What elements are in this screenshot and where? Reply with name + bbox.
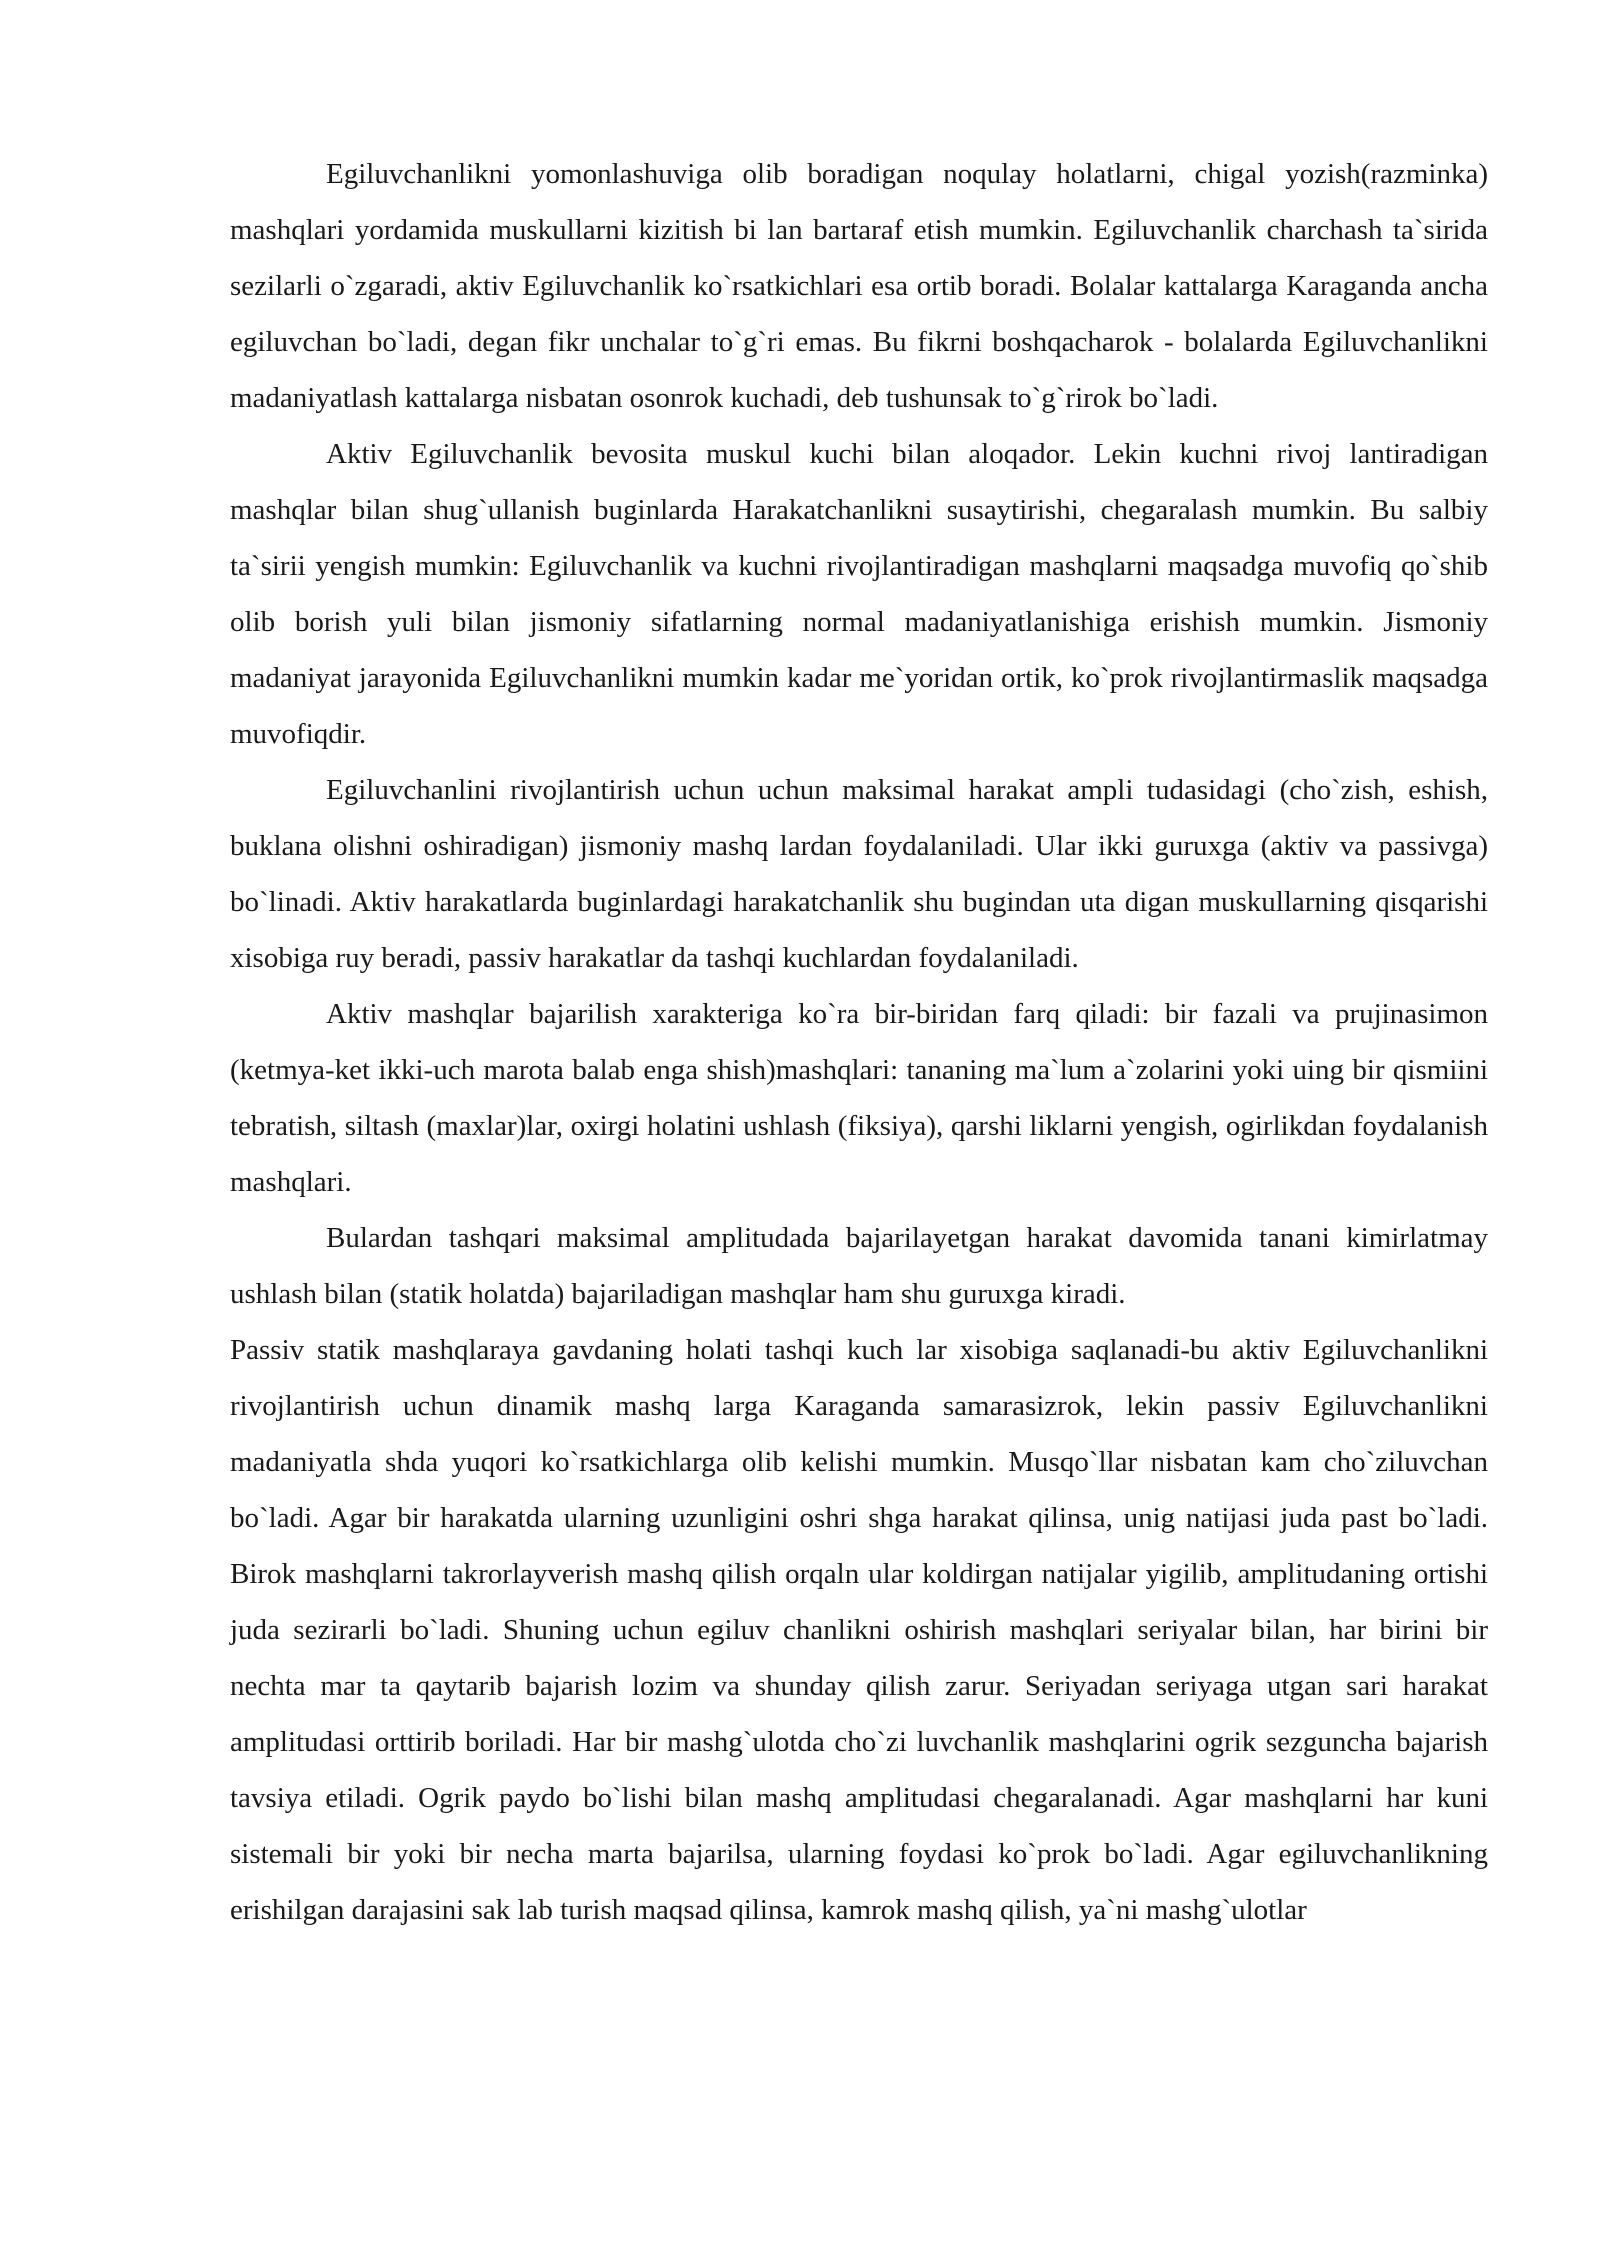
paragraph-4: Aktiv mashqlar bajarilish xarakteriga ko`ra bir-biridan farq qiladi: bir fazali va prujinasimon (ketmya-ket ikki-uch marota balab enga shish)mashqlari: tananing ma`lum a`zolarini yoki uing bir qismiini tebratish, siltash (maxlar)lar, oxirgi holatini ushlash (fiksiya), qarshi liklarni yengish, ogirlikdan foydalanish mashqlari. bbox=[230, 998, 1488, 1198]
paragraph-5: Bulardan tashqari maksimal amplitudada bajarilayetgan harakat davomida tanani kimirlatmay ushlash bilan (statik holatda) bajariladigan mashqlar ham shu guruxga kiradi. bbox=[230, 1222, 1488, 1310]
document-page bbox=[230, 146, 1488, 1938]
paragraph-1: Egiluvchanlikni yomonlashuviga olib boradigan noqulay holatlarni, chigal yozish(razminka) mashqlari yordamida muskullarni kizitish bi lan bartaraf etish mumkin. Egiluvchanlik charchash ta`sirida sezilarli o`zgaradi, aktiv Egiluvchanlik ko`rsatkichlari esa ortib boradi. Bolalar kattalarga Karaganda ancha egiluvchan bo`ladi, degan fikr unchalar to`g`ri emas. Bu fikrni boshqacharok - bolalarda Egiluvchanlikni madaniyatlash kattalarga nisbatan osonrok kuchadi, deb tushunsak to`g`rirok bo`ladi. bbox=[230, 158, 1488, 414]
paragraph-2: Aktiv Egiluvchanlik bevosita muskul kuchi bilan aloqador. Lekin kuchni rivoj lantiradigan mashqlar bilan shug`ullanish buginlarda Harakatchanlikni susaytirishi, chegaralash mumkin. Bu salbiy ta`sirii yengish mumkin: Egiluvchanlik va kuchni rivojlantiradigan mashqlarni maqsadga muvofiq qo`shib olib borish yuli bilan jismoniy sifatlarning normal madaniyatlanishiga erishish mumkin. Jismoniy madaniyat jarayonida Egiluvchanlikni mumkin kadar me`yoridan ortik, ko`prok rivojlantirmaslik maqsadga muvofiqdir. bbox=[230, 438, 1488, 750]
paragraph-6: Passiv statik mashqlaraya gavdaning holati tashqi kuch lar xisobiga saqlanadi-bu aktiv Egiluvchanlikni rivojlantirish uchun dinamik mashq larga Karaganda samarasizrok, lekin passiv Egiluvchanlikni madaniyatla shda yuqori ko`rsatkichlarga olib kelishi mumkin. Musqo`llar nisbatan kam cho`ziluvchan bo`ladi. Agar bir harakatda ularning uzunligini oshri shga harakat qilinsa, unig natijasi juda past bo`ladi. Birok mashqlarni takrorlayverish mashq qilish orqaln ular koldirgan natijalar yigilib, amplitudaning ortishi juda sezirarli bo`ladi. Shuning uchun egiluv chanlikni oshirish mashqlari seriyalar bilan, har birini bir nechta mar ta qaytarib bajarish lozim va shunday qilish zarur. Seriyadan seriyaga utgan sari harakat amplitudasi orttirib boriladi. Har bir mashg`ulotda cho`zi luvchanlik mashqlarini ogrik sezguncha bajarish tavsiya etiladi. Ogrik paydo bo`lishi bilan mashq amplitudasi chegaralanadi. Agar mashqlarni har kuni sistemali bir yoki bir necha marta bajarilsa, ularning foydasi ko`prok bo`ladi. Agar egiluvchanlikning erishilgan darajasini sak lab turish maqsad qilinsa, kamrok mashq qilish, ya`ni mashg`ulotlar bbox=[230, 1334, 1488, 1926]
paragraph-3: Egiluvchanlini rivojlantirish uchun uchun maksimal harakat ampli tudasidagi (cho`zish, eshish, buklana olishni oshiradigan) jismoniy mashq lardan foydalaniladi. Ular ikki guruxga (aktiv va passivga) bo`linadi. Aktiv harakatlarda buginlardagi harakatchanlik shu bugindan uta digan muskullarning qisqarishi xisobiga ruy beradi, passiv harakatlar da tashqi kuchlardan foydalaniladi. bbox=[230, 774, 1488, 974]
